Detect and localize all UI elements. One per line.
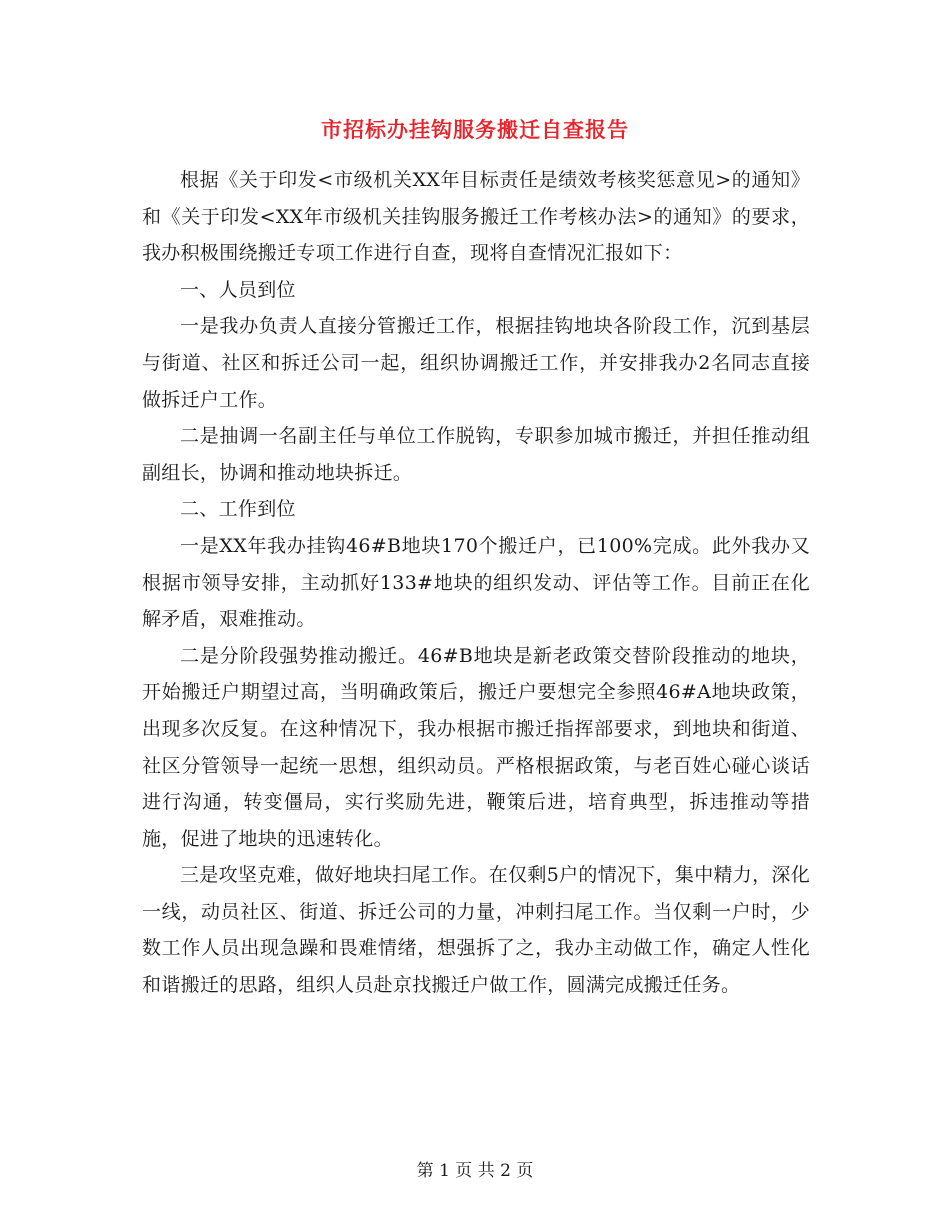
paragraph-work-2: 二是分阶段强势推动搬迁。46#B地块是新老政策交替阶段推动的地块，开始搬迁户期望过高，当明确政策后，搬迁户要想完全参照46#A地块政策，出现多次反复。在这种情况下，我办根据市搬迁指挥部要求，到地块和街道、社区分管领导一起统一思想，组织动员。严格根据政策，与老百姓心碰心谈话进行沟通，转变僵局，实行奖励先进，鞭策后进，培育典型，拆违推动等措施，促进了地块的迅速转化。 [142,644,810,850]
paragraph-work-3: 三是攻坚克难，做好地块扫尾工作。在仅剩5户的情况下，集中精力，深化一线，动员社区、街道、拆迁公司的力量，冲刺扫尾工作。当仅剩一户时，少数工作人员出现急躁和畏难情绪，想强拆了之，我办主动做工作，确定人性化和谐搬迁的思路，组织人员赴京找搬迁户做工作，圆满完成搬迁任务。 [142,864,810,997]
page-number-footer: 第 1 页 共 2 页 [416,1161,534,1181]
document-title: 市招标办挂钩服务搬迁自查报告 [321,117,629,142]
section-heading-personnel: 一、人员到位 [180,278,296,301]
paragraph-intro: 根据《关于印发<市级机关XX年目标责任是绩效考核奖惩意见>的通知》和《关于印发<XX年市级机关挂钩服务搬迁工作考核办法>的通知》的要求，我办积极围绕搬迁专项工作进行自查，现将自查情况汇报如下： [142,169,810,265]
paragraph-personnel-2: 二是抽调一名副主任与单位工作脱钩，专职参加城市搬迁，并担任推动组副组长，协调和推动地块拆迁。 [142,425,810,484]
section-heading-work: 二、工作到位 [180,498,296,521]
document-body [142,162,810,1004]
paragraph-work-1: 一是XX年我办挂钩46#B地块170个搬迁户，已100%完成。此外我办又根据市领导安排，主动抓好133#地块的组织发动、评估等工作。目前正在化解矛盾，艰难推动。 [142,534,810,631]
paragraph-personnel-1: 一是我办负责人直接分管搬迁工作，根据挂钩地块各阶段工作，沉到基层与街道、社区和拆迁公司一起，组织协调搬迁工作，并安排我办2名同志直接做拆迁户工作。 [142,315,810,411]
